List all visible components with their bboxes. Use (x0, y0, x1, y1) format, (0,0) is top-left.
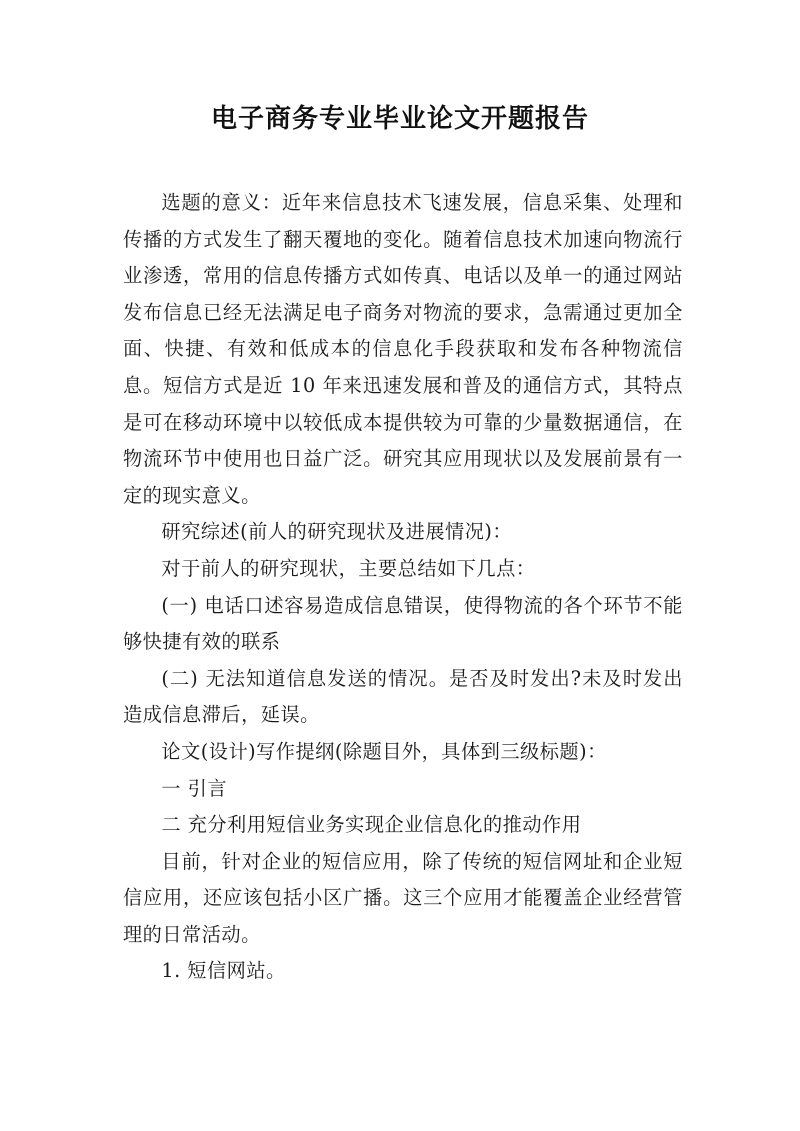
paragraph-review-heading: 研究综述(前人的研究现状及进展情况)： (161, 520, 513, 544)
paragraph-outline-heading: 论文(设计)写作提纲(除题目外，具体到三级标题)： (161, 739, 607, 763)
paragraph-point-two: (二) 无法知道信息发送的情况。是否及时发出?未及时发出造成信息滞后，延误。 (123, 666, 683, 727)
outline-subitem-sms-website: 1. 短信网站。 (161, 959, 286, 983)
outline-item-introduction: 一 引言 (161, 776, 228, 800)
paragraph-review-intro: 对于前人的研究现状，主要总结如下几点： (161, 556, 536, 580)
document-body (123, 185, 683, 990)
outline-item-sms-role: 二 充分利用短信业务实现企业信息化的推动作用 (161, 813, 582, 837)
paragraph-current-applications: 目前，针对企业的短信应用，除了传统的短信网址和企业短信应用，还应该包括小区广播。这三个应用才能覆盖企业经营管理的日常活动。 (123, 849, 683, 946)
paragraph-point-one: (一) 电话口述容易造成信息错误，使得物流的各个环节不能够快捷有效的联系 (123, 593, 683, 654)
document-title: 电子商务专业毕业论文开题报告 (210, 104, 589, 134)
paragraph-significance: 选题的意义：近年来信息技术飞速发展，信息采集、处理和传播的方式发生了翻天覆地的变化。随着信息技术加速向物流行业渗透，常用的信息传播方式如传真、电话以及单一的通过网站发布信息已经无法满足电子商务对物流的要求，急需通过更加全面、快捷、有效和低成本的信息化手段获取和发布各种物流信息。短信方式是近 10 年来迅速发展和普及的通信方式，其特点是可在移动环境中以较低成本提供较为可靠的少量数据通信，在物流环节中使用也日益广泛。研究其应用现状以及发展前景有一定的现实意义。 (123, 191, 683, 507)
